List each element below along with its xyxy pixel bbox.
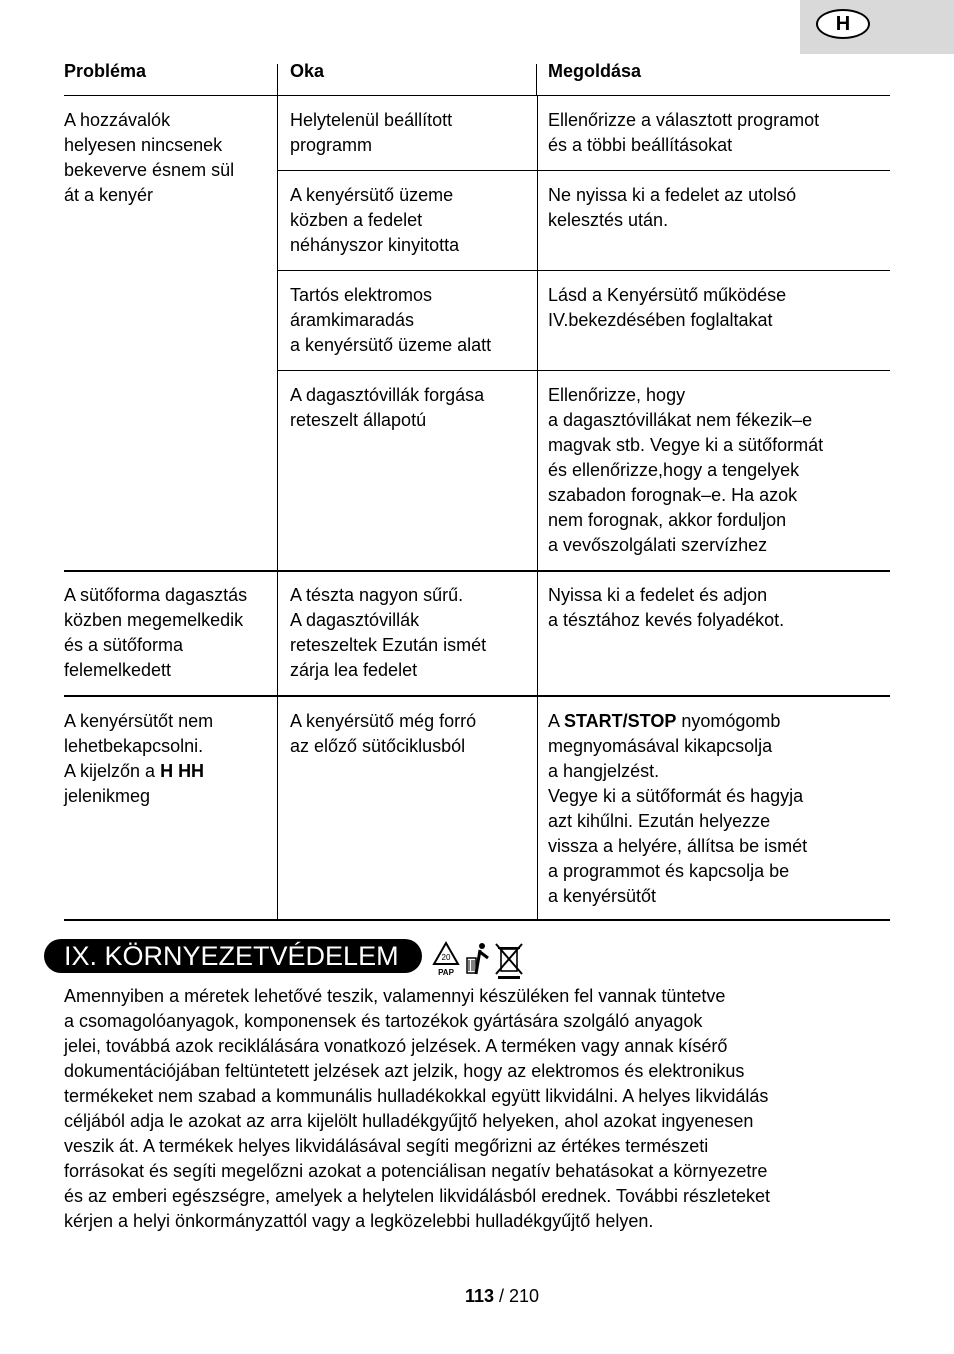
solution-cell: Ne nyissa ki a fedelet az utolsó kelesztés után. [548,185,797,230]
paragraph-line: Amennyiben a méretek lehetővé teszik, valamennyi készüléken fel vannak tüntetve [64,986,726,1006]
paragraph-line: kérjen a helyi önkormányzattól vagy a legközelebbi hulladékgyűjtő helyen. [64,1211,654,1231]
recycle-label: PAP [438,968,454,977]
row-divider [64,570,890,572]
paragraph-line: és az emberi egészségre, amelyek a helytelen likvidálásból erednek. További részleteket [64,1186,771,1206]
paragraph-line: dokumentációjában feltüntetett jelzések azt jelzik, hogy az elektromos és elektronikus [64,1061,745,1081]
column-divider [536,64,537,96]
solution-cell: Ellenőrizze a választott programot és a többi beállításokat [548,110,820,155]
column-divider [277,64,278,920]
cause-cell: Helytelenül beállított programm [290,110,453,155]
paragraph-line: veszik át. A termékek helyes likvidálásával segíti megőrizni az értékes természeti [64,1136,709,1156]
problem-cell: A hozzávalók helyesen nincsenek bekeverve ésnem sül át a kenyér [64,110,235,205]
person-bin-icon [467,943,488,974]
cause-cell: Tartós elektromos áramkimaradás a kenyérsütő üzeme alatt [290,285,492,355]
row-divider [64,695,890,697]
eco-icons [432,940,528,980]
environment-paragraph [64,984,884,1234]
solution-text: A [548,711,565,731]
problem-text: A kenyérsütőt nem lehetbekapcsolni. A kijelzőn a [64,711,214,781]
recycle-code: 20 [441,953,451,962]
cause-cell: A dagasztóvillák forgása reteszelt állapotú [290,385,485,430]
solution-text: nyomógomb megnyomásával kikapcsolja a hangjelzést. Vegye ki a sütőformát és hagyja azt kihűlni. Ezután helyezze vissza a helyére, állítsa be ismét a programmot és kapcsolja be a kenyérsütőt [548,711,808,906]
problem-cell: A sütőforma dagasztás közben megemelkedik és a sütőforma felemelkedett [64,585,248,680]
paragraph-line: céljából adja le azokat az arra kijelölt hulladékgyűjtő helyeken, ahol azokat ingyenesen [64,1111,754,1131]
row-divider [278,370,890,371]
problem-text: jelenikmeg [64,786,151,806]
paragraph-line: jelei, továbbá azok reciklálására vonatkozó jelzések. A terméken vagy annak kísérő [64,1036,728,1056]
paragraph-line: forrásokat és segíti megelőzni azokat a potenciálisan negatív behatásokat a környezetre [64,1161,768,1181]
solution-cell [548,709,883,909]
crossed-bin-icon [496,944,522,979]
paragraph-line: termékeket nem szabad a kommunális hulladékokkal együtt likvidálni. A helyes likvidálás [64,1086,769,1106]
language-code: H [816,9,870,39]
row-divider [278,270,890,271]
current-page: 113 [464,1286,494,1306]
display-code: H HH [160,761,205,781]
column-divider [537,96,538,920]
cause-cell: A tészta nagyon sűrű. A dagasztóvillák reteszeltek Ezután ismét zárja lea fedelet [290,585,487,680]
recycle-20-pap-icon [434,943,458,977]
button-name: START/STOP [564,711,677,731]
paragraph-line: a csomagolóanyagok, komponensek és tartozékok gyártására szolgáló anyagok [64,1011,703,1031]
cause-cell: A kenyérsütő üzeme közben a fedelet néhányszor kinyitotta [290,185,460,255]
language-tab [800,0,954,54]
row-divider [64,95,890,96]
header-solution: Megoldása [548,61,642,81]
row-divider [278,170,890,171]
total-pages: / 210 [494,1286,540,1306]
problem-cell [64,709,276,809]
table-bottom-rule [64,919,890,921]
header-cause: Oka [290,61,325,81]
header-problem: Probléma [64,61,147,81]
section-title: IX. KÖRNYEZETVÉDELEM [44,939,422,973]
solution-cell: Nyissa ki a fedelet és adjon a tésztához kevés folyadékot. [548,585,785,630]
cause-cell: A kenyérsütő még forró az előző sütőciklusból [290,711,477,756]
page-number [0,1286,954,1307]
solution-cell: Ellenőrizze, hogy a dagasztóvillákat nem fékezik–e magvak stb. Vegye ki a sütőformát és ellenőrizze,hogy a tengelyek szabadon forognak–e. Ha azok nem forognak, akkor forduljon a vevőszolgálati szervízhez [548,385,824,555]
solution-cell: Lásd a Kenyérsütő működése IV.bekezdésében foglaltakat [548,285,787,330]
